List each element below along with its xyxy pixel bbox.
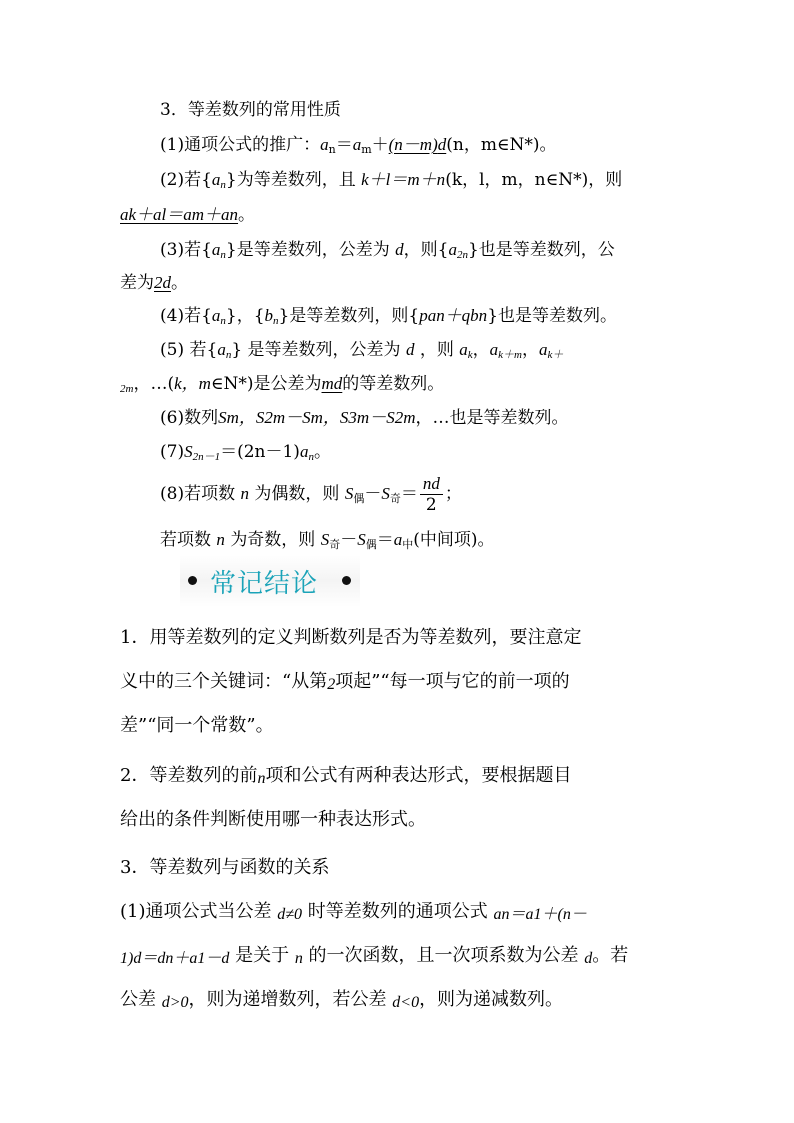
text: 2．等差数列的前 [120, 765, 258, 786]
underlined-answer: md [321, 374, 343, 393]
text: 。 [171, 273, 188, 293]
text: ＋ [371, 135, 389, 155]
math: $a_n$ [211, 170, 226, 191]
underlined-answer: 2d [154, 273, 171, 292]
text: }为等差数列，且 [225, 170, 356, 190]
property-8-odd: 若项数 n 为奇数，则 $S_奇-S_偶=a_中$(中间项)。 [160, 530, 495, 551]
text: } 是等差数列，公差为 [231, 340, 401, 360]
text: ，则{ [403, 240, 449, 260]
math: $a_n$ [211, 240, 226, 261]
text: 公差 [120, 989, 156, 1010]
text: (5) 若{ [160, 340, 218, 360]
text: ，…( [133, 374, 175, 394]
text: ∈N*)是公差为 [210, 374, 322, 394]
text: (1)通项公式当公差 [120, 901, 272, 922]
text: ； [444, 484, 462, 504]
subscript: 中 [402, 538, 414, 551]
property-5-line-2 [120, 372, 444, 401]
text: 的等差数列。 [342, 374, 445, 394]
math: Sm，S2m－Sm，S3m－S2m [218, 408, 416, 427]
property-6 [160, 406, 568, 430]
math: d<0 [392, 994, 420, 1011]
math: S [357, 530, 366, 549]
property-2-line-1 [160, 168, 622, 197]
property-1 [160, 133, 557, 162]
text: 差”“同一个常数”。 [120, 715, 274, 736]
text: － [364, 484, 382, 504]
denominator: 2 [425, 495, 437, 515]
text: (6)数列 [160, 408, 219, 428]
text: }，{ [225, 306, 265, 326]
subscript: 奇 [389, 492, 401, 505]
text: 1．用等差数列的定义判断数列是否为等差数列，要注意定 [120, 627, 582, 648]
math: n [216, 530, 225, 549]
bullet-dot-icon [342, 576, 351, 585]
math: 1)d＝dn＋a1－d [120, 950, 230, 967]
text: 时等差数列的通项公式 [307, 901, 488, 922]
math: $a_n$ [299, 442, 314, 463]
text: 义中的三个关键词：“从第 [120, 671, 328, 692]
text: 项起”“每一项与它的前一项的 [335, 671, 570, 692]
property-7 [160, 440, 331, 469]
subscript: 偶 [365, 538, 377, 551]
math: $a_{2n}$ [448, 240, 468, 261]
text: }也是等差数列。 [487, 306, 618, 326]
math: S [344, 484, 354, 503]
subscript: 偶 [353, 492, 365, 505]
conclusion-3-line-3 [120, 988, 563, 1015]
text: ，则为递减数列。 [419, 989, 564, 1010]
text: (k，l，m，n∈N*)，则 [445, 170, 623, 190]
text: (中间项)。 [413, 530, 495, 550]
math: d≠0 [277, 906, 303, 923]
math: S [381, 484, 390, 503]
property-5-line-1: (5) 若$\{a_n\}$ 是等差数列，公差为 d ，则 $a_k$，$a_{k+m}$，$a_{k+}$ [160, 340, 564, 361]
text: (n，m∈N*)。 [446, 135, 557, 155]
math: d [584, 950, 593, 967]
text: (4)若{ [160, 306, 212, 326]
text: 差为 [120, 273, 154, 293]
conclusion-3-heading [120, 856, 329, 880]
math: $a_n$ [217, 340, 232, 361]
math: n [294, 950, 303, 967]
text: ＝(2n－1) [220, 442, 300, 462]
text: (2)若{ [160, 170, 212, 190]
text: ，…也是等差数列。 [415, 408, 569, 428]
underlined-answer: ak＋al＝am＋an [120, 205, 239, 224]
text: 的一次函数，且一次项系数为公差 [308, 945, 579, 966]
text: (1)通项公式的推广： [160, 135, 321, 155]
fraction [420, 474, 443, 515]
text: 项和公式有两种表达形式，要根据题目 [265, 765, 572, 786]
text: 给出的条件判断使用哪一种表达形式。 [120, 809, 426, 830]
conclusion-3-line-2 [120, 944, 628, 971]
math: d [395, 240, 404, 259]
subscript: n [328, 143, 336, 156]
text: (3)若{ [160, 240, 212, 260]
underlined-answer: d [437, 135, 447, 154]
text: 若项数 [160, 530, 211, 550]
banner-title: 常记结论 [210, 569, 319, 599]
math: k，m [174, 374, 211, 393]
subscript: m [361, 143, 372, 156]
math: d>0 [161, 994, 189, 1011]
math: k＋l＝m＋n [361, 170, 446, 189]
math: d [405, 340, 415, 359]
text: 。 [238, 205, 256, 225]
text: (8)若项数 [160, 484, 236, 504]
math: 2 [327, 676, 336, 693]
math: n [257, 770, 266, 787]
math: an＝a1＋(n－ [493, 906, 587, 923]
math: $a_{k+m}$ [489, 340, 522, 361]
property-3-line-2 [120, 271, 188, 295]
text: }是等差数列，则{ [278, 306, 420, 326]
math: a [393, 530, 403, 549]
text: ＝ [376, 530, 394, 550]
text: 为偶数，则 [254, 484, 340, 504]
property-8 [160, 472, 462, 521]
math: $a_n$ [211, 306, 226, 327]
math: S [320, 530, 330, 549]
section-heading [160, 98, 341, 122]
math: $a_k$ [459, 340, 473, 361]
property-3-line-1 [160, 238, 615, 267]
text: ，则为递增数列，若公差 [188, 989, 387, 1010]
bullet-dot-icon [188, 576, 197, 585]
math: $b_n$ [264, 306, 279, 327]
text: 是关于 [235, 945, 290, 966]
text: 为奇数，则 [230, 530, 316, 550]
text: 3．等差数列与函数的关系 [120, 857, 330, 878]
section-banner [180, 555, 360, 607]
property-4 [160, 304, 617, 333]
text: }也是等差数列，公 [467, 240, 615, 260]
section-heading-text: 3．等差数列的常用性质 [160, 100, 341, 120]
math: 2m [120, 383, 134, 395]
subscript: 奇 [329, 538, 341, 551]
math: n [240, 484, 249, 503]
text: ，则 [419, 340, 454, 360]
math: a [352, 135, 362, 154]
conclusion-2-line-2 [120, 808, 426, 832]
math: pan＋qbn [419, 306, 488, 325]
math: $a_{k+}$ [538, 340, 564, 361]
math: $S_{2n-1}$ [184, 442, 221, 463]
text: (7) [160, 442, 185, 462]
conclusion-2-line-1 [120, 764, 571, 791]
conclusion-1-line-1 [120, 626, 581, 650]
numerator: nd [420, 474, 443, 495]
underlined-answer: (n－m) [388, 135, 438, 154]
text: 。 [313, 442, 331, 462]
text: ＝ [335, 135, 353, 155]
text: }是等差数列，公差为 [225, 240, 390, 260]
math: a [320, 135, 329, 154]
text: ＝ [400, 484, 418, 504]
conclusion-1-line-3 [120, 714, 274, 738]
text: 。若 [592, 945, 629, 966]
conclusion-1-line-2 [120, 670, 570, 697]
property-2-line-2 [120, 203, 255, 227]
conclusion-3-line-1 [120, 900, 587, 927]
